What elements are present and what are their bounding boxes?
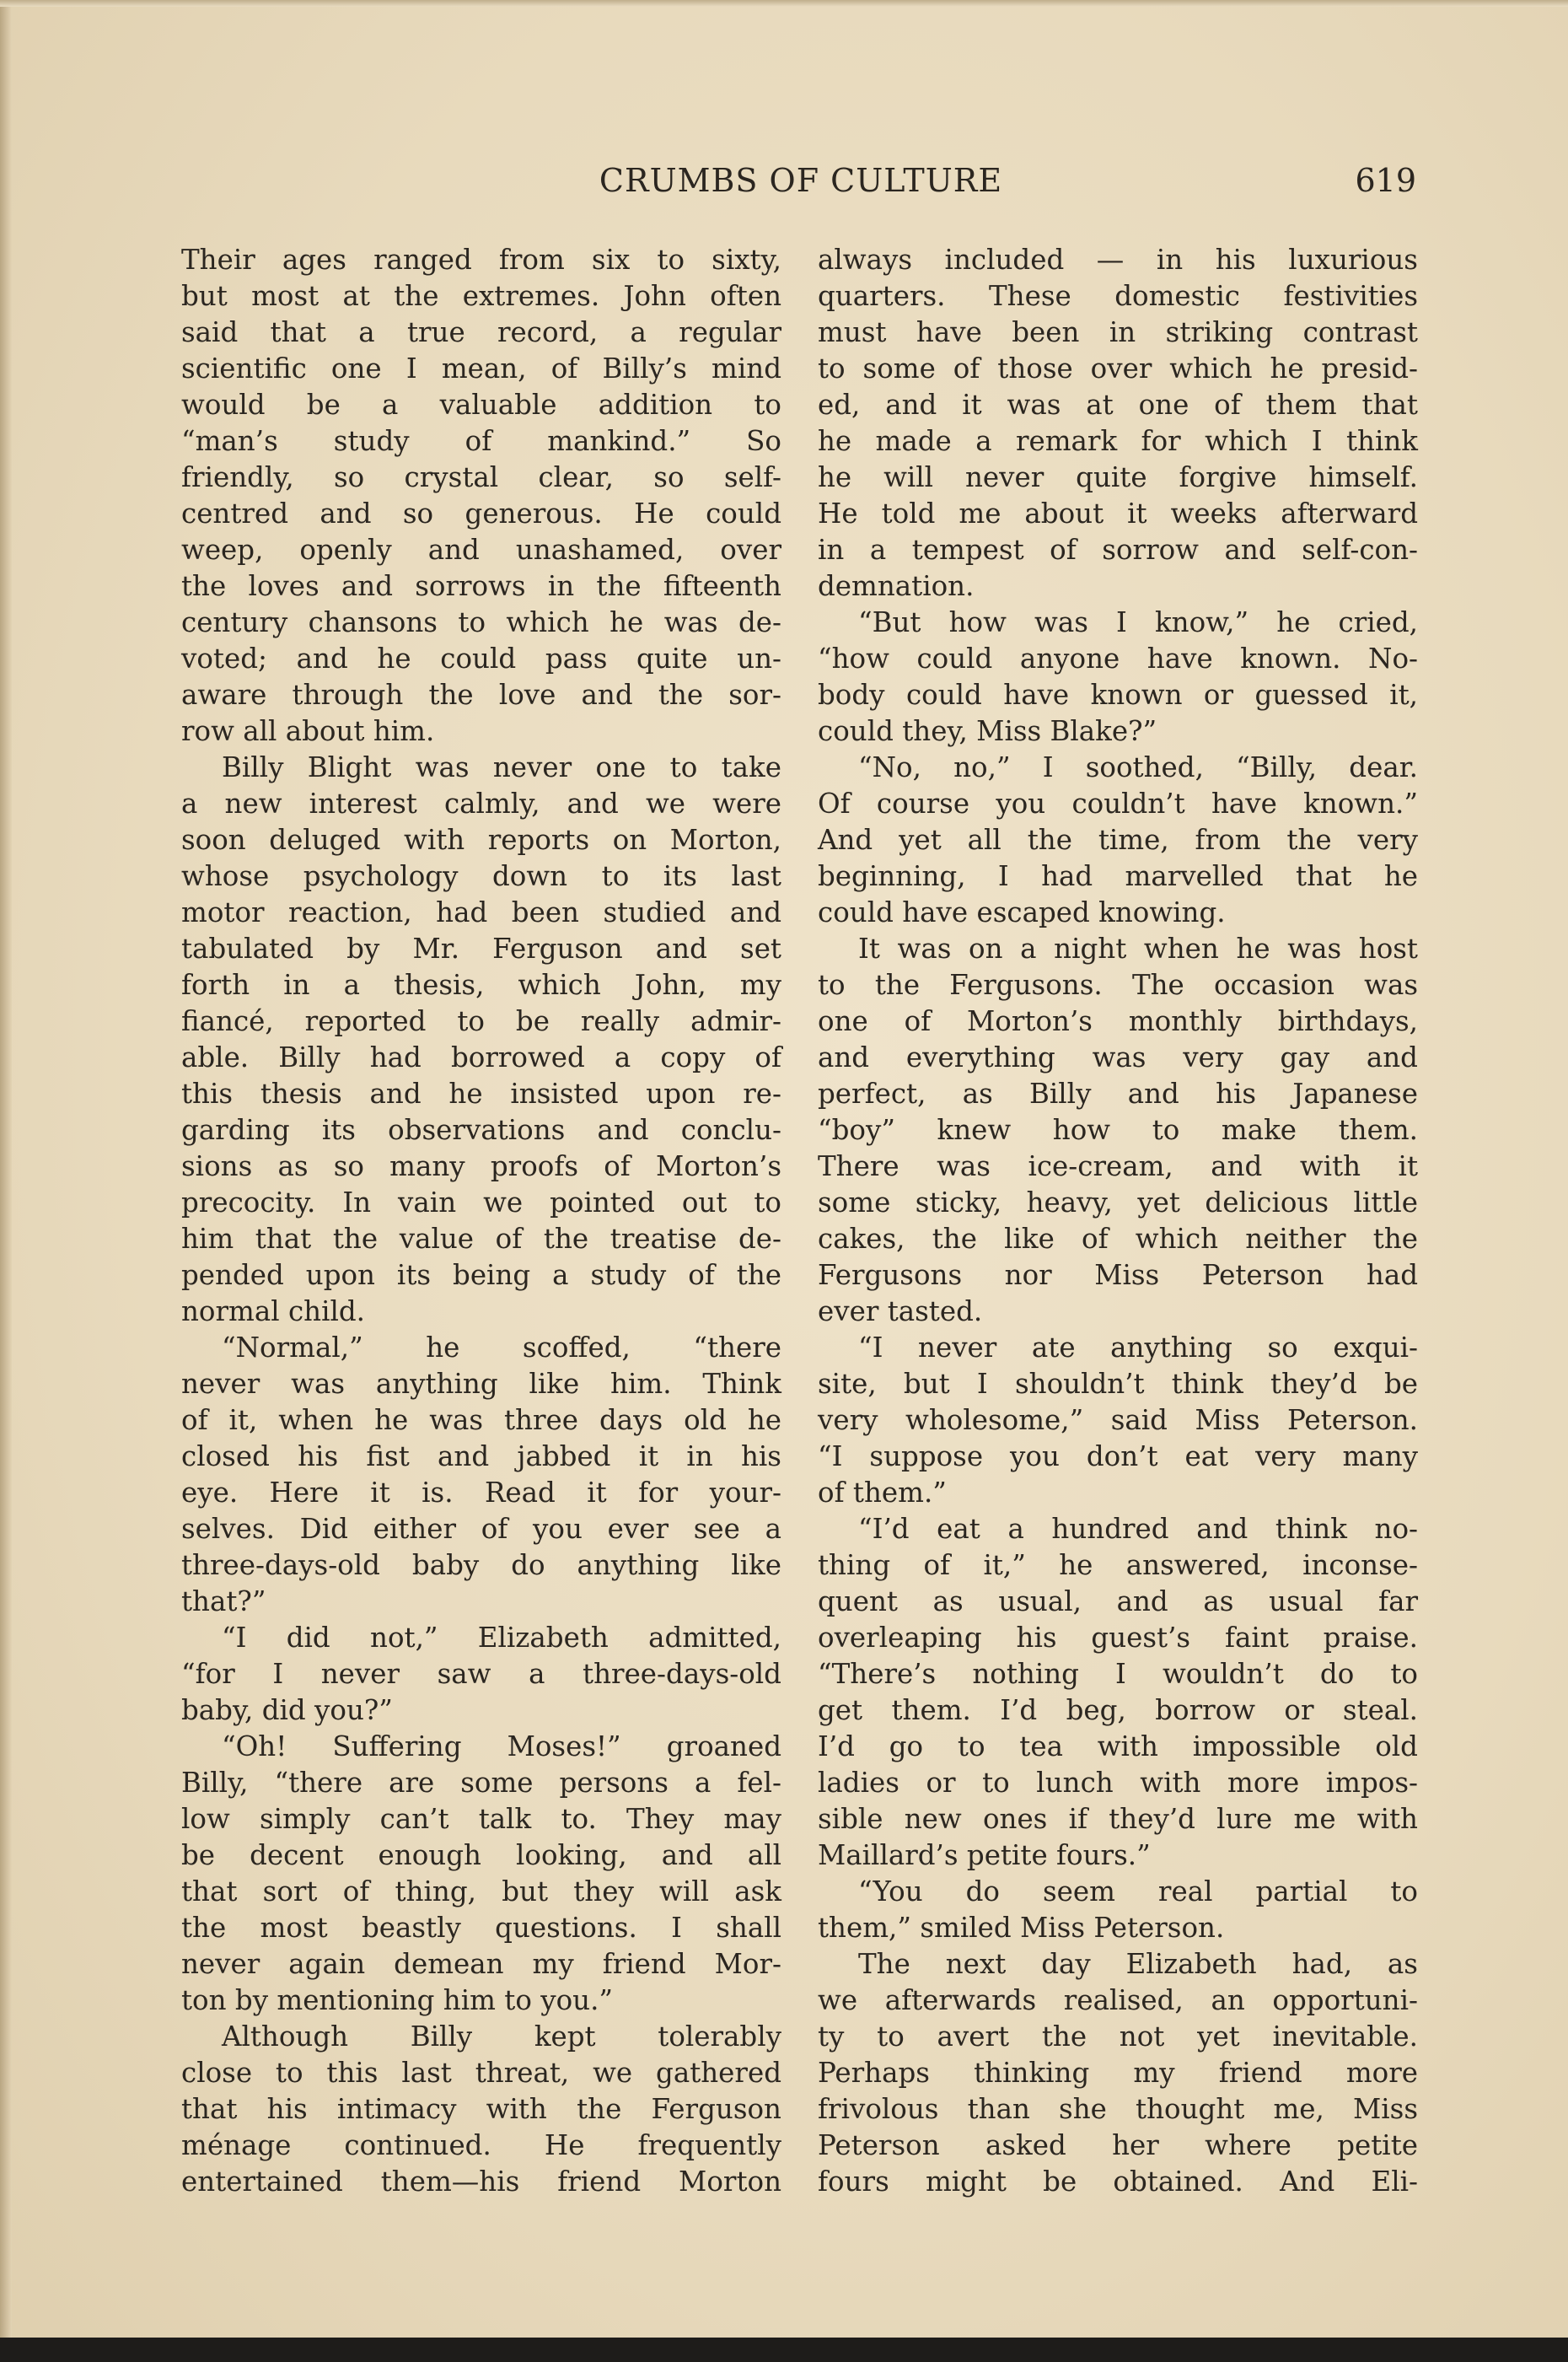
text-line: sible new ones if they’d lure me with [818,1803,1418,1835]
text-line: “But how was I know,” he cried, [858,606,1418,638]
text-line: ever tasted. [818,1295,983,1327]
text-line: There was ice-cream, and with it [818,1150,1418,1182]
text-line: we afterwards realised, an opportuni- [818,1984,1418,2016]
text-line: overleaping his guest’s faint praise. [818,1622,1418,1654]
text-line: Of course you couldn’t have known.” [818,788,1418,820]
text-line: Peterson asked her where petite [818,2129,1418,2161]
text-line: “You do seem real partial to [858,1875,1418,1907]
text-line: whose psychology down to its last [181,860,781,892]
text-line: closed his fist and jabbed it in his [181,1440,781,1472]
text-line: precocity. In vain we pointed out to [181,1186,781,1219]
text-line: fiancé, reported to be really admir- [181,1005,781,1037]
text-line: low simply can’t talk to. They may [181,1803,781,1835]
text-line: could have escaped knowing. [818,896,1226,928]
text-line: cakes, the like of which neither the [818,1223,1418,1255]
text-line: very wholesome,” said Miss Peterson. [818,1404,1418,1436]
text-line: “I’d eat a hundred and think no- [858,1513,1418,1545]
left-text-column [181,242,781,2200]
text-line: must have been in striking contrast [818,316,1418,348]
text-line: Perhaps thinking my friend more [818,2057,1418,2089]
text-line: pended upon its being a study of the [181,1259,781,1291]
text-line: of it, when he was three days old he [181,1404,781,1436]
text-line: a new interest calmly, and we were [181,788,781,820]
text-line: Fergusons nor Miss Peterson had [818,1259,1418,1291]
text-line: Billy, “there are some persons a fel- [181,1767,781,1799]
text-line: quent as usual, and as usual far [818,1585,1418,1617]
text-line: eye. Here it is. Read it for your- [181,1477,781,1509]
text-line: three-days-old baby do anything like [181,1549,781,1581]
text-line: scientific one I mean, of Billy’s mind [181,352,781,385]
text-line: to the Fergusons. The occasion was [818,969,1418,1001]
text-line: garding its observations and conclu- [181,1114,781,1146]
text-line: “Normal,” he scoffed, “there [222,1332,781,1364]
text-line: “I did not,” Elizabeth admitted, [222,1622,781,1654]
text-line: the loves and sorrows in the fifteenth [181,570,781,602]
text-line: century chansons to which he was de- [181,606,781,638]
text-line: but most at the extremes. John often [181,280,781,312]
text-line: voted; and he could pass quite un- [181,643,781,675]
text-line: always included — in his luxurious [818,244,1418,276]
text-line: beginning, I had marvelled that he [818,860,1418,892]
text-line: I’d go to tea with impossible old [818,1730,1418,1762]
page-top-edge [0,0,1568,7]
text-line: He told me about it weeks afterward [818,498,1418,530]
text-line: motor reaction, had been studied and [181,896,781,928]
scan-bottom-border [0,2338,1568,2362]
text-line: tabulated by Mr. Ferguson and set [181,933,781,965]
text-line: “boy” knew how to make them. [818,1114,1418,1146]
text-line: demnation. [818,570,975,602]
page-number: 619 [1355,162,1416,199]
text-line: that?” [181,1585,266,1617]
text-line: ty to avert the not yet inevitable. [818,2020,1418,2053]
text-line: he will never quite forgive himself. [818,461,1418,493]
text-line: Although Billy kept tolerably [222,2020,781,2053]
text-line: selves. Did either of you ever see a [181,1513,781,1545]
text-line: and everything was very gay and [818,1041,1418,1073]
text-line: get them. I’d beg, borrow or steal. [818,1694,1418,1726]
text-line: to some of those over which he presid- [818,352,1418,385]
text-line: one of Morton’s monthly birthdays, [818,1005,1418,1037]
text-line: could they, Miss Blake?” [818,715,1157,747]
text-line: row all about him. [181,715,435,747]
text-line: site, but I shouldn’t think they’d be [818,1368,1418,1400]
text-line: that his intimacy with the Ferguson [181,2093,781,2125]
text-line: centred and so generous. He could [181,498,781,530]
text-line: thing of it,” he answered, inconse- [818,1549,1418,1581]
text-line: friendly, so crystal clear, so self- [181,461,781,493]
text-line: them,” smiled Miss Peterson. [818,1912,1225,1944]
text-line: perfect, as Billy and his Japanese [818,1078,1418,1110]
text-line: “I suppose you don’t eat very many [818,1440,1418,1472]
text-line: entertained them—his friend Morton [181,2166,781,2198]
text-line: “for I never saw a three-days-old [181,1658,781,1690]
text-line: frivolous than she thought me, Miss [818,2093,1418,2125]
text-line: aware through the love and the sor- [181,679,781,711]
text-line: close to this last threat, we gathered [181,2057,781,2089]
page-binding-edge [0,0,12,2362]
text-line: “I never ate anything so exqui- [858,1332,1418,1364]
text-line: that sort of thing, but they will ask [181,1875,781,1907]
text-line: quarters. These domestic festivities [818,280,1418,312]
text-line: this thesis and he insisted upon re- [181,1078,781,1110]
text-line: fours might be obtained. And Eli- [818,2166,1418,2198]
right-text-column [818,242,1418,2200]
text-line: soon deluged with reports on Morton, [181,824,781,856]
text-line: And yet all the time, from the very [818,824,1418,856]
running-title: CRUMBS OF CULTURE [599,162,1003,199]
text-line: The next day Elizabeth had, as [858,1948,1418,1980]
text-line: normal child. [181,1295,366,1327]
text-line: would be a valuable addition to [181,389,781,421]
text-line: ton by mentioning him to you.” [181,1984,614,2016]
text-line: “Oh! Suffering Moses!” groaned [222,1730,781,1762]
text-line: be decent enough looking, and all [181,1839,781,1871]
text-line: “man’s study of mankind.” So [181,425,781,457]
text-line: “how could anyone have known. No- [818,643,1418,675]
text-line: able. Billy had borrowed a copy of [181,1041,781,1073]
text-line: forth in a thesis, which John, my [181,969,781,1001]
text-line: he made a remark for which I think [818,425,1418,457]
text-line: ladies or to lunch with more impos- [818,1767,1418,1799]
text-line: never again demean my friend Mor- [181,1948,781,1980]
text-line: weep, openly and unashamed, over [181,534,781,566]
text-line: Their ages ranged from six to sixty, [181,244,781,276]
text-line: Billy Blight was never one to take [222,751,781,783]
text-line: “There’s nothing I wouldn’t do to [818,1658,1418,1690]
text-line: body could have known or guessed it, [818,679,1418,711]
text-line: It was on a night when he was host [858,933,1418,965]
text-line: him that the value of the treatise de- [181,1223,781,1255]
text-line: of them.” [818,1477,947,1509]
text-line: in a tempest of sorrow and self-con- [818,534,1418,566]
text-line: ed, and it was at one of them that [818,389,1418,421]
text-line: some sticky, heavy, yet delicious little [818,1186,1418,1219]
text-line: Maillard’s petite fours.” [818,1839,1151,1871]
text-line: never was anything like him. Think [181,1368,781,1400]
text-line: the most beastly questions. I shall [181,1912,781,1944]
text-line: sions as so many proofs of Morton’s [181,1150,781,1182]
text-line: ménage continued. He frequently [181,2129,781,2161]
text-line: “No, no,” I soothed, “Billy, dear. [858,751,1418,783]
text-line: said that a true record, a regular [181,316,781,348]
text-line: baby, did you?” [181,1694,393,1726]
